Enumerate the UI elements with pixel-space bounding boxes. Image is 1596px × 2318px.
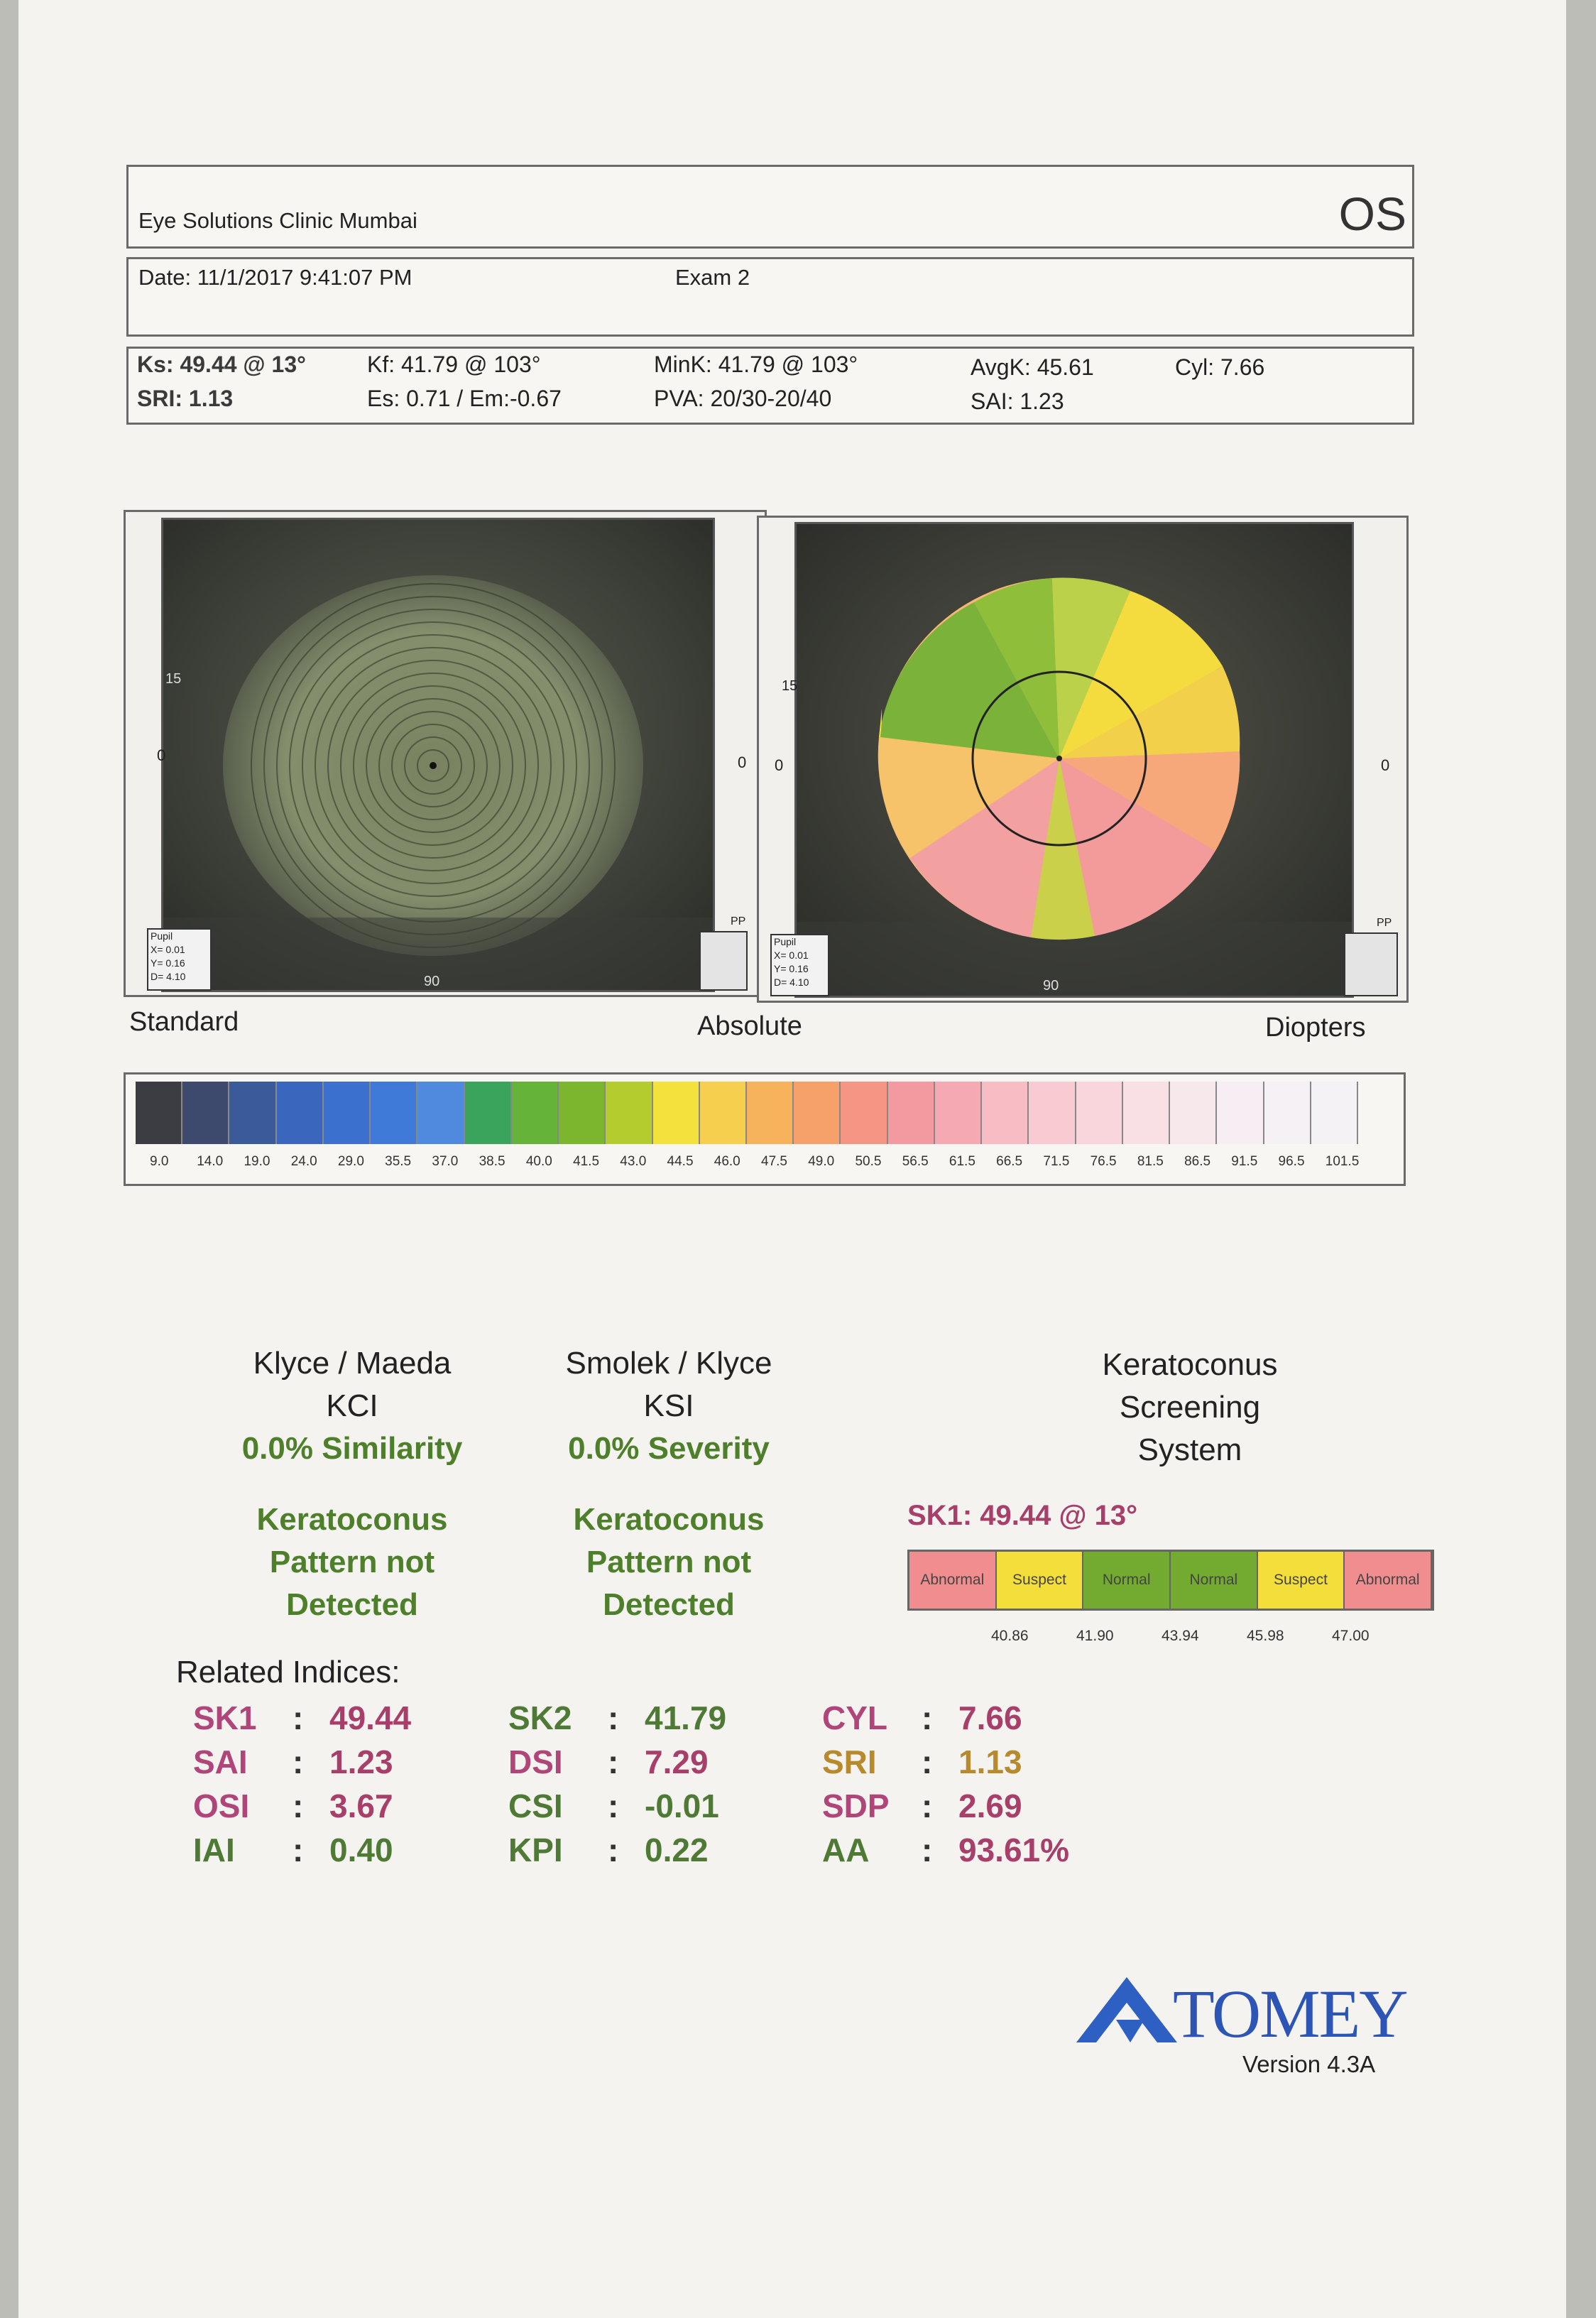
- kss-ticks: [907, 1628, 1447, 1649]
- color-scale-tick: 35.5: [385, 1154, 412, 1169]
- color-scale-tick: 49.0: [808, 1154, 835, 1169]
- color-scale-cell: [324, 1082, 371, 1144]
- color-scale-tick: 24.0: [290, 1154, 317, 1169]
- related-index-separator: :: [293, 1743, 304, 1780]
- color-scale-cell: [1123, 1082, 1170, 1144]
- kss-bar: [907, 1550, 1434, 1611]
- color-scale-cell: [841, 1082, 887, 1144]
- color-scale-cell: [1217, 1082, 1264, 1144]
- kss-sk1: SK1: 49.44 @ 13°: [907, 1500, 1138, 1531]
- color-scale-cell: [700, 1082, 747, 1144]
- sai-value: SAI: 1.23: [971, 388, 1064, 414]
- color-scale-cell: [371, 1082, 417, 1144]
- pva-value: PVA: 20/30-20/40: [654, 386, 832, 411]
- right-pupil-label: Pupil: [774, 936, 797, 947]
- kci-result-2: Pattern not: [269, 1545, 435, 1579]
- color-scale-cell: [136, 1082, 182, 1144]
- ksi-name: KSI: [643, 1388, 694, 1423]
- brand-version: Version 4.3A: [1242, 2051, 1376, 2077]
- color-scale-cell: [888, 1082, 935, 1144]
- caption-standard: Standard: [129, 1007, 239, 1037]
- kss-band: Suspect: [997, 1552, 1084, 1609]
- related-index-value: 7.29: [645, 1743, 709, 1780]
- left-pupil-d: D= 4.10: [151, 971, 186, 982]
- related-index-value: 2.69: [958, 1788, 1022, 1824]
- standard-image-panel: [124, 510, 767, 997]
- color-scale-tick: 47.5: [761, 1154, 787, 1169]
- color-scale-cell: [512, 1082, 559, 1144]
- related-index-separator: :: [922, 1832, 933, 1868]
- left-pupil-legend: [147, 928, 212, 991]
- left-axis-15: 15: [165, 671, 182, 687]
- related-index-key: IAI: [193, 1832, 235, 1868]
- kss-title-1: Keratoconus: [1102, 1347, 1278, 1382]
- color-scale-tick: 46.0: [714, 1154, 740, 1169]
- color-scale-tick: 37.0: [432, 1154, 459, 1169]
- kci-block: [210, 1342, 494, 1626]
- color-scale-cell: [982, 1082, 1029, 1144]
- right-pupil-legend: [770, 934, 829, 996]
- absolute-map-panel: [757, 516, 1409, 1003]
- related-index-separator: :: [922, 1743, 933, 1780]
- color-scale-tick: 44.5: [667, 1154, 694, 1169]
- right-axis-0: 0: [775, 756, 784, 774]
- color-scale-tick: 29.0: [337, 1154, 364, 1169]
- related-index-separator: :: [608, 1743, 619, 1780]
- es-value: Es: 0.71 / Em:-0.67: [367, 386, 562, 411]
- tomey-logo: [1073, 1971, 1414, 2050]
- header-clinic-box: [126, 165, 1414, 249]
- related-index-key: CSI: [508, 1788, 563, 1824]
- color-scale-cell: [1029, 1082, 1076, 1144]
- color-scale-tick: 101.5: [1325, 1154, 1360, 1169]
- color-scale-cell: [229, 1082, 276, 1144]
- related-index-key: OSI: [193, 1788, 250, 1824]
- exam-number: Exam 2: [675, 265, 750, 290]
- ksi-title: Smolek / Klyce: [565, 1346, 772, 1381]
- kss-band: Normal: [1083, 1552, 1171, 1609]
- related-indices-table: [175, 1699, 1098, 1883]
- clinic-name: Eye Solutions Clinic Mumbai: [138, 208, 417, 233]
- color-scale-tick: 50.5: [855, 1154, 882, 1169]
- related-index-separator: :: [293, 1832, 304, 1868]
- right-pupil-y: Y= 0.16: [774, 963, 809, 974]
- kss-band: Normal: [1171, 1552, 1258, 1609]
- right-pupil-d: D= 4.10: [774, 976, 809, 988]
- color-scale-tick: 43.0: [620, 1154, 647, 1169]
- kss-tick: 47.00: [1332, 1628, 1370, 1644]
- related-index-separator: :: [922, 1699, 933, 1736]
- color-scale-tick: 61.5: [949, 1154, 975, 1169]
- color-scale-cell: [1264, 1082, 1311, 1144]
- left-pupil-x: X= 0.01: [151, 944, 185, 955]
- related-index-value: 0.22: [645, 1832, 709, 1868]
- color-scale-cell: [606, 1082, 652, 1144]
- placido-svg: [163, 520, 713, 990]
- kss-tick: 45.98: [1247, 1628, 1284, 1644]
- left-axis-0-right: 0: [738, 753, 747, 771]
- eye-label: OS: [1338, 187, 1406, 240]
- caption-diopters: Diopters: [1265, 1013, 1366, 1043]
- summary-box: [126, 347, 1414, 425]
- color-scale-cell: [465, 1082, 512, 1144]
- right-axis-0-right: 0: [1381, 756, 1390, 774]
- color-scale-tick: 81.5: [1137, 1154, 1164, 1169]
- cyl-value: Cyl: 7.66: [1175, 354, 1265, 380]
- color-scale-tick: 66.5: [996, 1154, 1023, 1169]
- kss-band: Abnormal: [909, 1552, 997, 1609]
- kci-title: Klyce / Maeda: [253, 1346, 452, 1381]
- kci-name: KCI: [326, 1388, 378, 1423]
- color-scale-tick: 71.5: [1043, 1154, 1070, 1169]
- related-index-separator: :: [293, 1788, 304, 1824]
- related-index-separator: :: [608, 1788, 619, 1824]
- color-scale-tick: 14.0: [197, 1154, 224, 1169]
- related-index-value: 0.40: [329, 1832, 393, 1868]
- related-index-key: SK2: [508, 1699, 572, 1736]
- color-scale-cell: [794, 1082, 841, 1144]
- related-index-separator: :: [608, 1832, 619, 1868]
- color-scale-strip: [136, 1082, 1358, 1144]
- right-pp-label: PP: [1377, 917, 1392, 929]
- caption-absolute: Absolute: [697, 1011, 802, 1041]
- ks-value: Ks: 49.44 @ 13°: [137, 352, 306, 377]
- color-scale-tick: 56.5: [902, 1154, 929, 1169]
- right-pupil-x: X= 0.01: [774, 949, 809, 961]
- sri-value: SRI: 1.13: [137, 386, 234, 411]
- color-scale-cell: [653, 1082, 700, 1144]
- color-scale-tick: 91.5: [1231, 1154, 1258, 1169]
- topography-map-image: [794, 522, 1354, 998]
- right-axis-90: 90: [1043, 978, 1059, 994]
- color-scale-tick: 9.0: [150, 1154, 169, 1169]
- color-scale-tick: 86.5: [1184, 1154, 1211, 1169]
- related-index-value: 1.23: [329, 1743, 393, 1780]
- ksi-block: [527, 1342, 811, 1626]
- kss-band: Suspect: [1258, 1552, 1345, 1609]
- left-axis-90: 90: [424, 974, 440, 989]
- kci-result-1: Keratoconus: [256, 1502, 448, 1537]
- kss-title-2: Screening: [1119, 1390, 1261, 1425]
- related-index-key: SAI: [193, 1743, 248, 1780]
- left-pupil-label: Pupil: [151, 930, 173, 942]
- placido-ring-image: [161, 518, 715, 992]
- related-title: Related Indices:: [176, 1655, 400, 1689]
- related-index-value: 1.13: [958, 1743, 1022, 1780]
- color-scale-box: [124, 1072, 1406, 1186]
- color-scale-cell: [559, 1082, 606, 1144]
- kci-result-3: Detected: [286, 1587, 418, 1622]
- related-index-key: AA: [822, 1832, 870, 1868]
- kf-value: Kf: 41.79 @ 103°: [367, 352, 541, 377]
- related-index-value: 41.79: [645, 1699, 727, 1736]
- related-index-key: SDP: [822, 1788, 890, 1824]
- kci-value: 0.0% Similarity: [241, 1431, 463, 1466]
- related-index-value: -0.01: [645, 1788, 719, 1824]
- kss-tick: 41.90: [1076, 1628, 1114, 1644]
- related-index-key: KPI: [508, 1832, 563, 1868]
- color-scale-tick: 76.5: [1090, 1154, 1117, 1169]
- related-index-separator: :: [922, 1788, 933, 1824]
- left-pp-legend: [699, 931, 748, 991]
- related-index-value: 3.67: [329, 1788, 393, 1824]
- right-axis-15: 15: [782, 678, 798, 694]
- related-index-key: CYL: [822, 1699, 887, 1736]
- related-index-separator: :: [293, 1699, 304, 1736]
- topography-svg: [797, 524, 1352, 996]
- color-scale-tick: 38.5: [479, 1154, 505, 1169]
- color-scale-cell: [1170, 1082, 1217, 1144]
- color-scale-cell: [935, 1082, 982, 1144]
- related-index-key: SRI: [822, 1743, 877, 1780]
- kss-tick: 43.94: [1162, 1628, 1199, 1644]
- ksi-result-3: Detected: [603, 1587, 735, 1622]
- related-index-value: 49.44: [329, 1699, 412, 1736]
- brand-name: TOMEY: [1173, 1976, 1407, 2052]
- color-scale-tick: 41.5: [573, 1154, 600, 1169]
- related-index-value: 7.66: [958, 1699, 1022, 1736]
- avgk-value: AvgK: 45.61: [971, 354, 1094, 380]
- kss-tick: 40.86: [991, 1628, 1029, 1644]
- ksi-value: 0.0% Severity: [568, 1431, 770, 1466]
- color-scale-tick: 19.0: [244, 1154, 270, 1169]
- kss-title-block: [1027, 1344, 1353, 1471]
- header-date-box: [126, 257, 1414, 337]
- related-index-value: 93.61%: [958, 1832, 1070, 1868]
- color-scale-tick: 96.5: [1278, 1154, 1305, 1169]
- kss-title-3: System: [1137, 1432, 1242, 1467]
- tomey-logo-icon: [1073, 1974, 1180, 2045]
- color-scale-cell: [747, 1082, 794, 1144]
- color-scale-cell: [182, 1082, 229, 1144]
- mink-value: MinK: 41.79 @ 103°: [654, 352, 858, 377]
- left-pp-label: PP: [731, 915, 746, 927]
- ksi-result-1: Keratoconus: [573, 1502, 765, 1537]
- color-scale-cell: [277, 1082, 324, 1144]
- left-axis-0: 0: [157, 746, 166, 764]
- color-scale-cell: [1311, 1082, 1358, 1144]
- exam-date: Date: 11/1/2017 9:41:07 PM: [138, 265, 412, 290]
- related-index-key: DSI: [508, 1743, 563, 1780]
- right-pp-legend: [1344, 932, 1398, 996]
- related-index-separator: :: [608, 1699, 619, 1736]
- kss-band: Abnormal: [1345, 1552, 1432, 1609]
- left-pupil-y: Y= 0.16: [151, 957, 185, 969]
- color-scale-ticks: [136, 1154, 1385, 1175]
- color-scale-cell: [1076, 1082, 1123, 1144]
- related-index-key: SK1: [193, 1699, 257, 1736]
- report-page: [18, 0, 1566, 2318]
- color-scale-tick: 40.0: [525, 1154, 552, 1169]
- color-scale-cell: [417, 1082, 464, 1144]
- ksi-result-2: Pattern not: [586, 1545, 752, 1579]
